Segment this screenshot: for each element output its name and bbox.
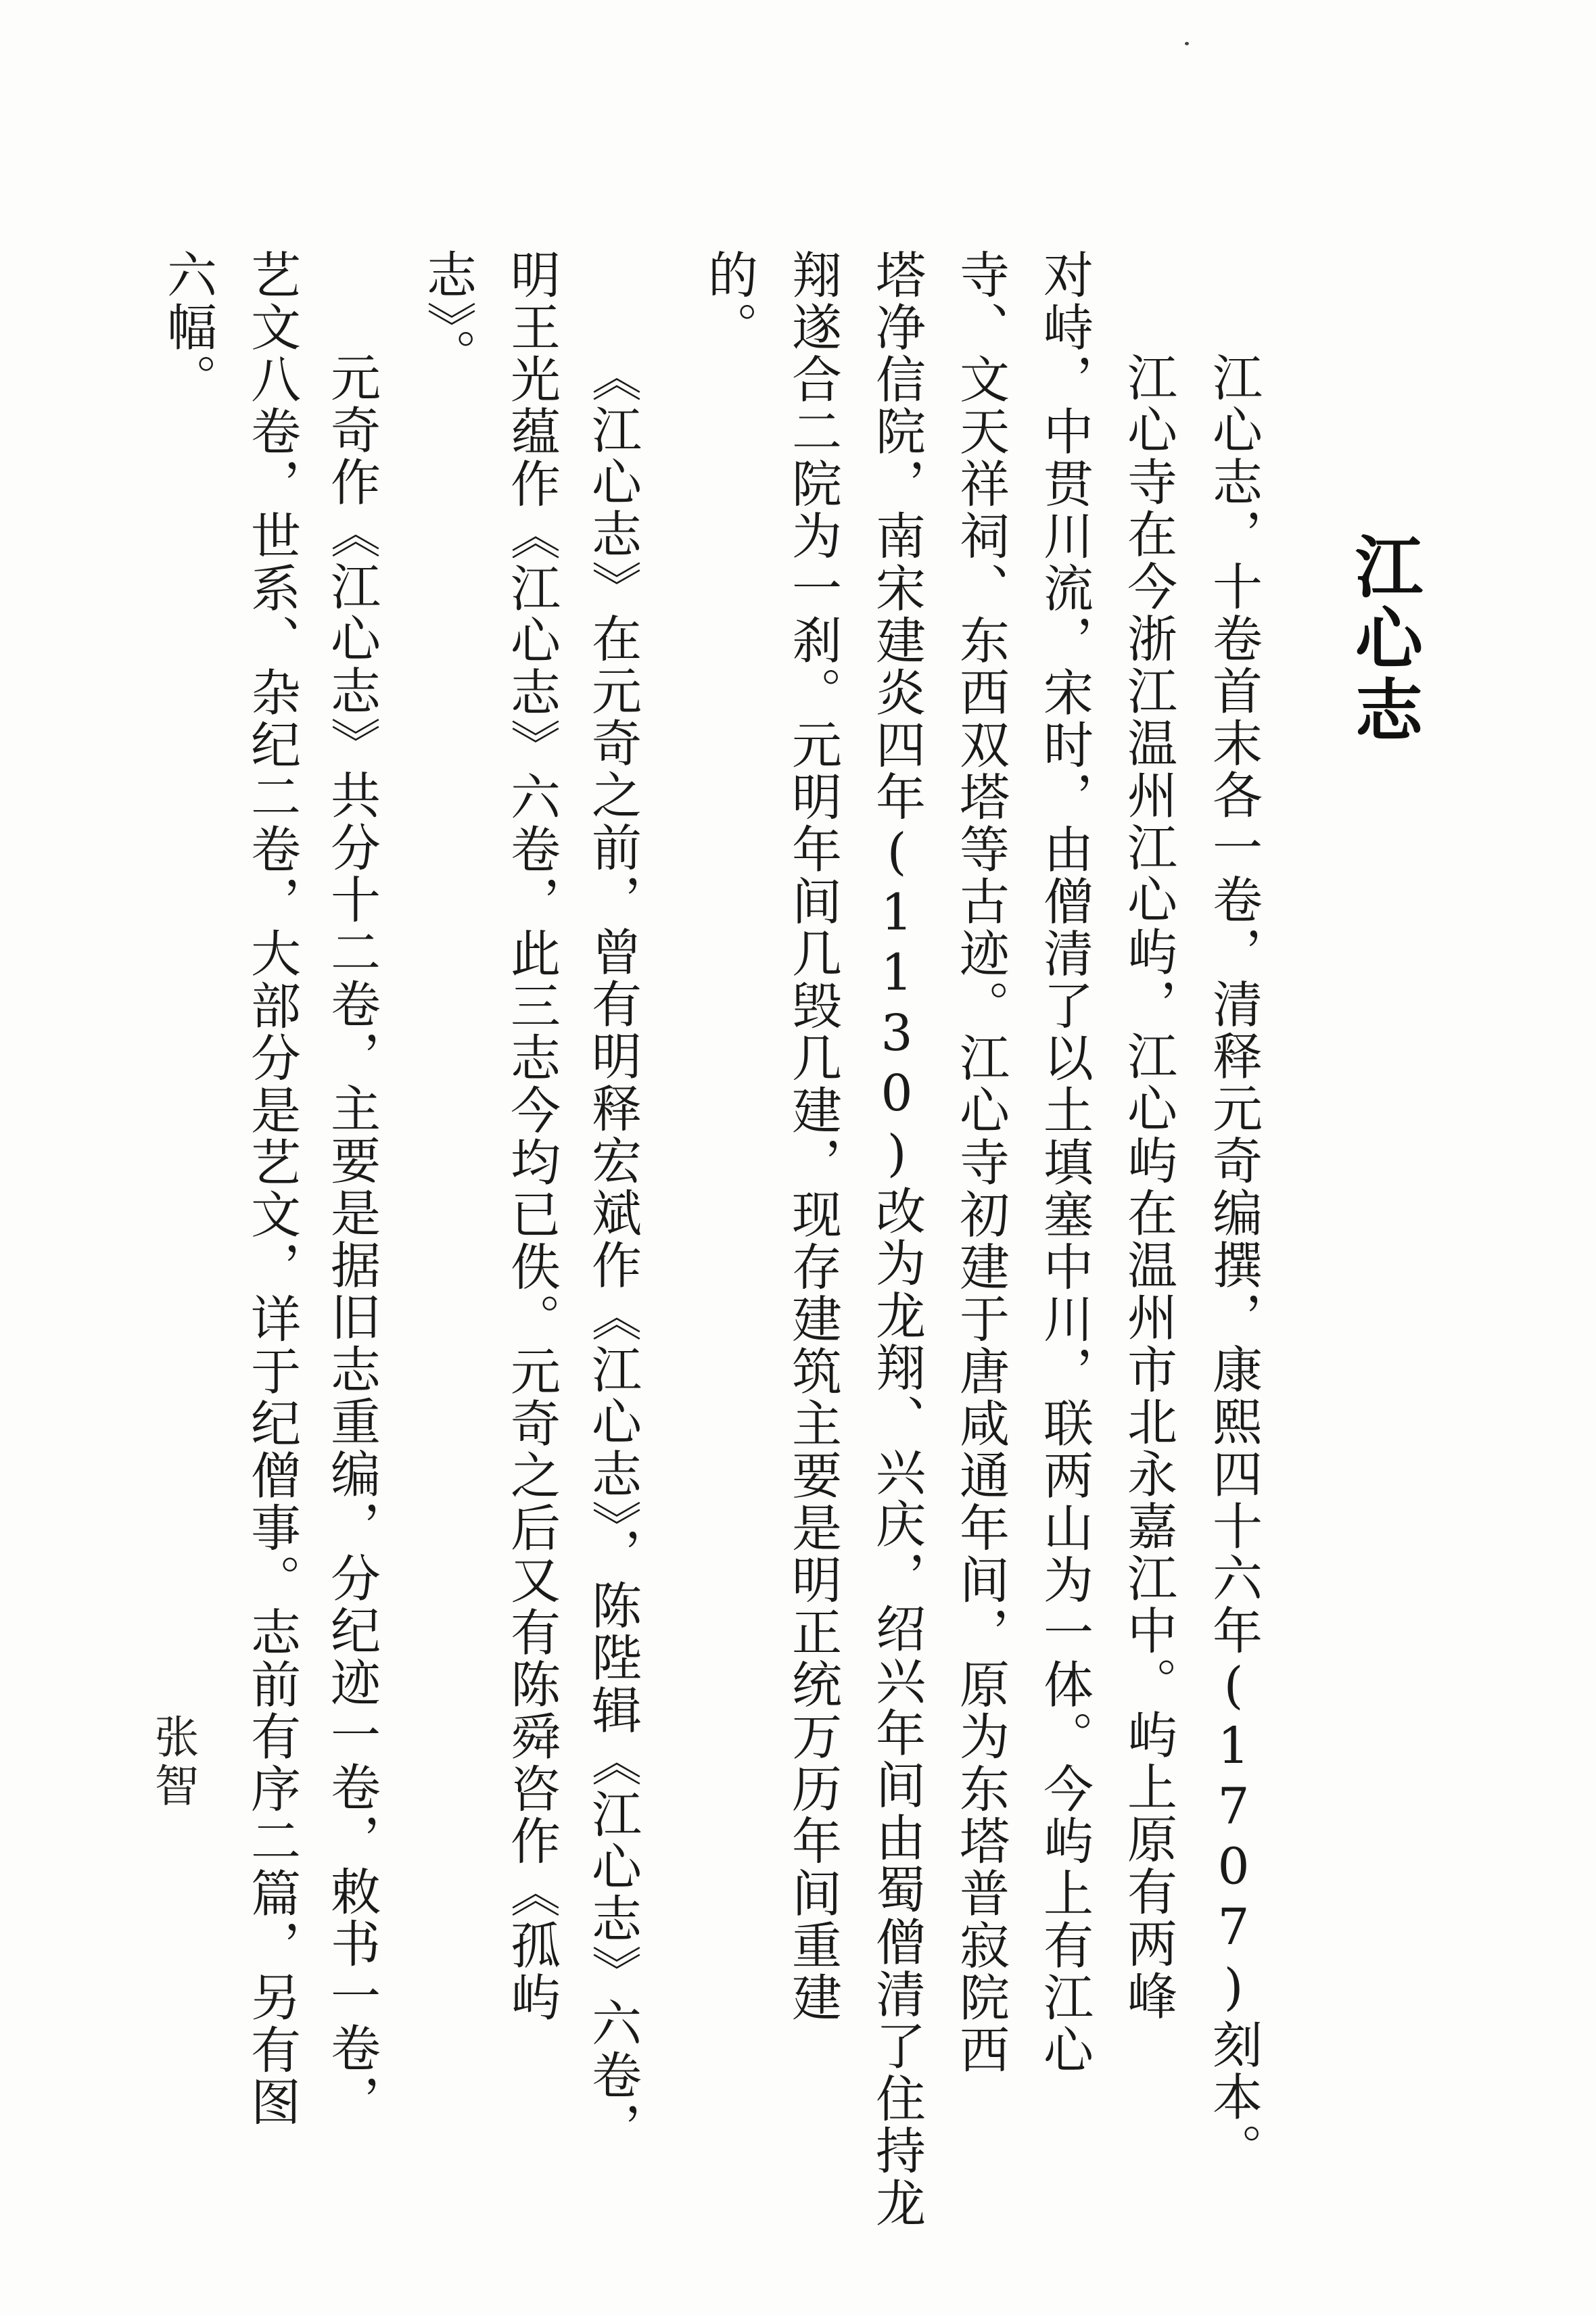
text-column: 志》。 — [419, 249, 477, 381]
text-column: 《江心志》在元奇之前，曾有明释宏斌作《江心志》，陈陛辑《江心志》六卷， — [584, 352, 642, 2154]
text-column: 元奇作《江心志》共分十二卷，主要是据旧志重编，分纪迹一卷，敕书一卷， — [323, 352, 381, 2127]
text-column: 江心寺在今浙江温州江心屿，江心屿在温州市北永嘉江中。屿上原有两峰 — [1119, 352, 1177, 2023]
text-column: 翔遂合二院为一刹。元明年间几毁几建，现存建筑主要是明正统万历年间重建 — [784, 249, 842, 2024]
text-column: 明王光蕴作《江心志》六卷，此三志今均已佚。元奇之后又有陈舜咨作《孤屿 — [502, 249, 561, 2024]
text-column: 艺文八卷，世系、杂纪二卷，大部分是艺文，详于纪僧事。志前有序二篇，另有图 — [243, 249, 301, 2129]
text-column: 塔净信院，南宋建炎四年(1130)改为龙翔、兴庆，绍兴年间由蜀僧清了住持龙 — [868, 249, 926, 2229]
text-column: 对峙，中贯川流，宋时，由僧清了以土填塞中川，联两山为一体。今屿上有江心 — [1035, 249, 1094, 2076]
scan-speck — [1185, 42, 1189, 45]
page-title: 江心志 — [1344, 531, 1424, 747]
text-column: 的。 — [700, 249, 758, 354]
text-column: 江心志，十卷首末各一卷，清释元奇编撰，康熙四十六年(1707)刻本。 — [1204, 352, 1263, 2175]
text-column: 寺、文天祥祠、东西双塔等古迹。江心寺初建于唐咸通年间，原为东塔普寂院西 — [952, 249, 1010, 2076]
text-column: 六幅。 — [159, 249, 217, 406]
author-signature: 张智 — [147, 1714, 199, 1811]
